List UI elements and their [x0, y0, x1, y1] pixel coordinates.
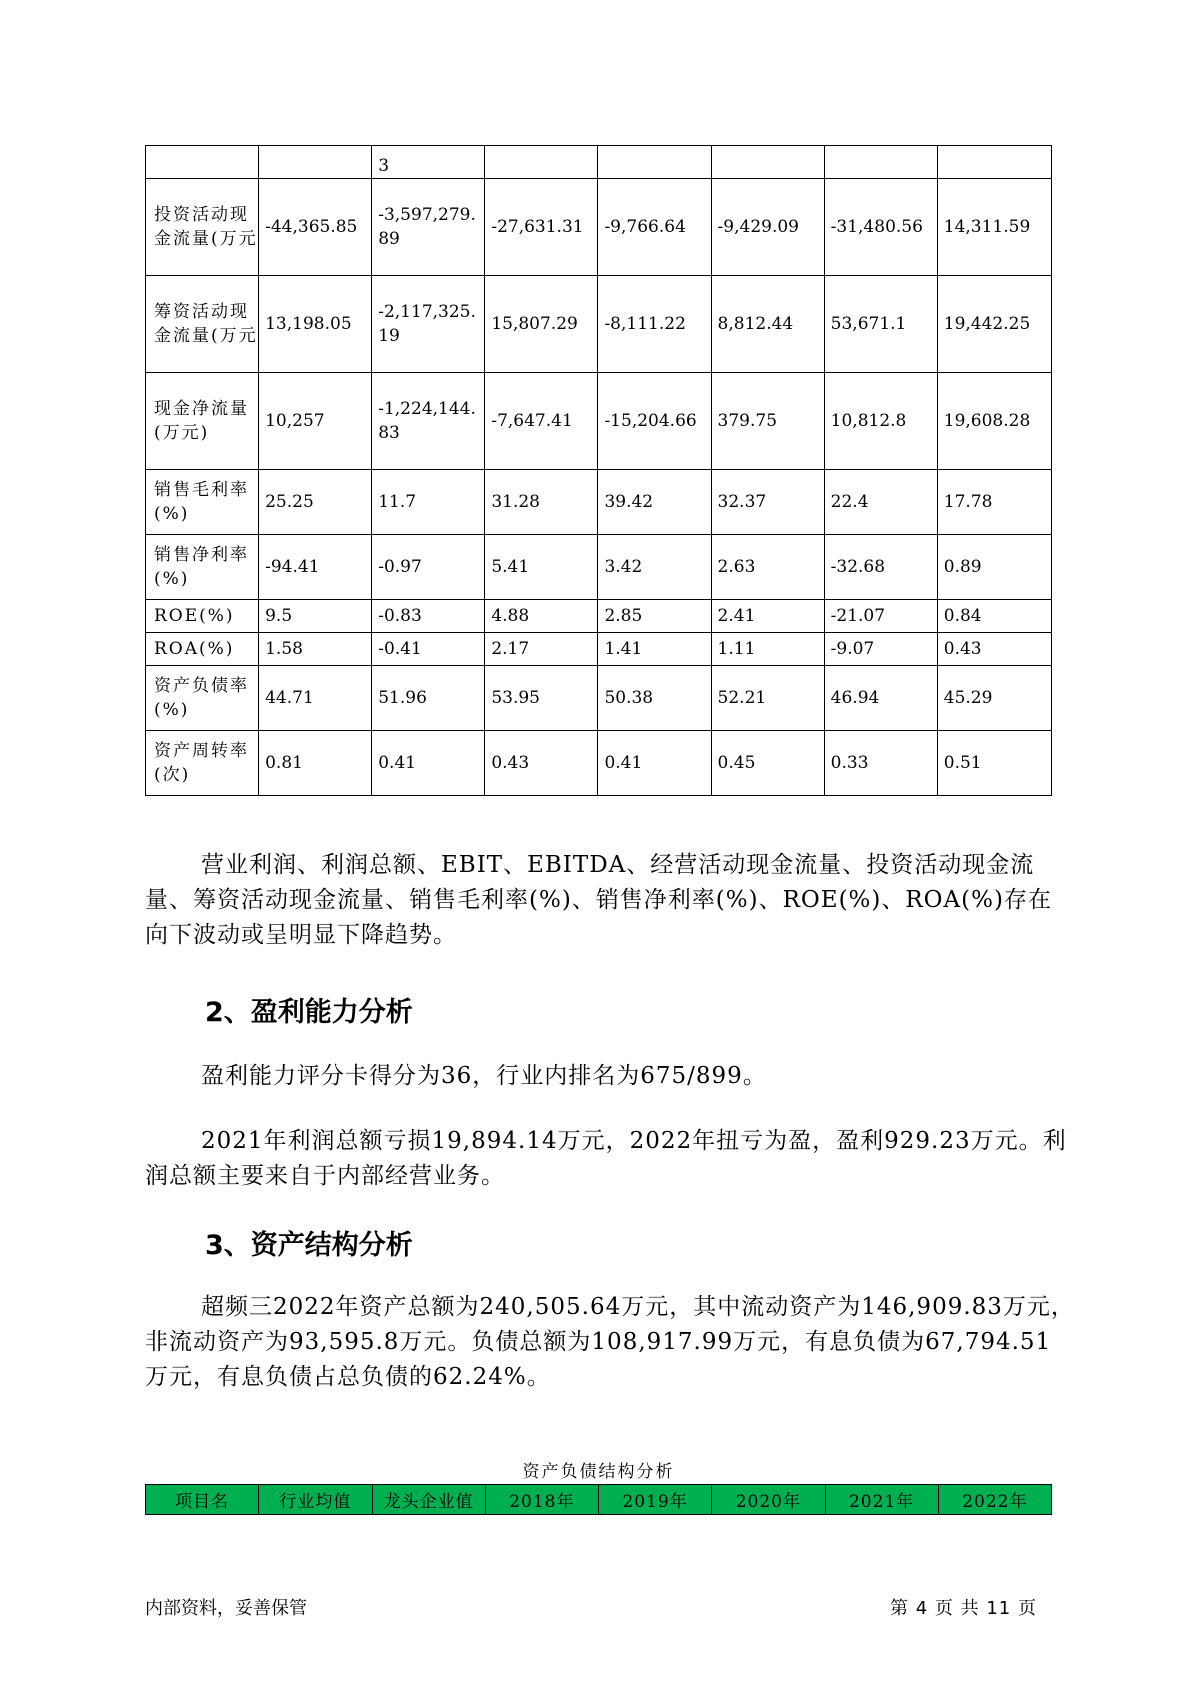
table-cell: 1.41 [598, 633, 711, 666]
table-cell: -9.07 [824, 633, 937, 666]
row-label [146, 146, 259, 179]
table-cell: 8,812.44 [711, 276, 824, 373]
table-cell: 53.95 [485, 666, 598, 731]
table-cell: 0.41 [372, 731, 485, 796]
table-cell: 53,671.1 [824, 276, 937, 373]
table-cell: 0.51 [937, 731, 1051, 796]
table-cell: -1,224,144.83 [372, 373, 485, 470]
table-cell: -27,631.31 [485, 179, 598, 276]
table-cell: 0.41 [598, 731, 711, 796]
table-cell: 45.29 [937, 666, 1051, 731]
table-cell: 39.42 [598, 470, 711, 535]
table-cell: 19,608.28 [937, 373, 1051, 470]
table-cell: 3.42 [598, 535, 711, 600]
balance-header-cell: 2018年 [485, 1485, 598, 1515]
table-row [146, 470, 1052, 535]
table-cell: 2.17 [485, 633, 598, 666]
row-label: 资产周转率(次) [146, 731, 259, 796]
table-cell: 0.89 [937, 535, 1051, 600]
profit-total-paragraph: 2021年利润总额亏损19,894.14万元，2022年扭亏为盈，盈利929.23万元。利润总额主要来自于内部经营业务。 [145, 1128, 1067, 1189]
table-cell: 1.11 [711, 633, 824, 666]
table-cell [485, 146, 598, 179]
table-row [146, 731, 1052, 796]
table-cell: -7,647.41 [485, 373, 598, 470]
table-cell: 0.43 [485, 731, 598, 796]
table-cell: 15,807.29 [485, 276, 598, 373]
table-cell: 25.25 [259, 470, 372, 535]
balance-header-cell: 项目名 [146, 1485, 259, 1515]
table-cell: -32.68 [824, 535, 937, 600]
row-label: 投资活动现金流量(万元 [146, 179, 259, 276]
table-row [146, 600, 1052, 633]
financial-indicators-table [145, 145, 1052, 796]
row-label: 资产负债率(%) [146, 666, 259, 731]
trend-paragraph: 营业利润、利润总额、EBIT、EBITDA、经营活动现金流量、投资活动现金流量、筹资活动现金流量、销售毛利率(%)、销售净利率(%)、ROE(%)、ROA(%)存在向下波动或呈明显下降趋势。 [145, 852, 1052, 948]
table-cell: 3 [372, 146, 485, 179]
table-cell: -31,480.56 [824, 179, 937, 276]
asset-structure-heading: 3、资产结构分析 [205, 1230, 413, 1261]
table-row [146, 179, 1052, 276]
balance-header-cell: 2022年 [938, 1485, 1051, 1515]
table-row [146, 535, 1052, 600]
table-cell: 2.41 [711, 600, 824, 633]
table-row [146, 146, 1052, 179]
row-label: ROE(%) [146, 600, 259, 633]
table-cell: 0.43 [937, 633, 1051, 666]
table-cell: 52.21 [711, 666, 824, 731]
table-cell: 32.37 [711, 470, 824, 535]
table-cell [711, 146, 824, 179]
asset-structure-paragraph: 超频三2022年资产总额为240,505.64万元，其中流动资产为146,909.83万元，非流动资产为93,595.8万元。负债总额为108,917.99万元，有息负债为67,794.51万元，有息负债占总负债的62.24%。 [145, 1294, 1075, 1390]
footer-page-number: 第 4 页 共 11 页 [890, 1598, 1037, 1619]
table-cell: 1.58 [259, 633, 372, 666]
balance-header-cell: 龙头企业值 [372, 1485, 485, 1515]
table-cell: -15,204.66 [598, 373, 711, 470]
balance-table-caption: 资产负债结构分析 [522, 1462, 675, 1482]
balance-table-header-row [146, 1485, 1052, 1515]
table-cell: 2.85 [598, 600, 711, 633]
table-cell: -9,766.64 [598, 179, 711, 276]
balance-header-cell: 2021年 [825, 1485, 938, 1515]
balance-header-cell: 行业均值 [259, 1485, 372, 1515]
table-cell: -2,117,325.19 [372, 276, 485, 373]
table-cell [598, 146, 711, 179]
table-cell: 2.63 [711, 535, 824, 600]
footer-confidential: 内部资料，妥善保管 [145, 1598, 307, 1619]
balance-structure-table [145, 1484, 1052, 1515]
table-cell: 51.96 [372, 666, 485, 731]
table-cell: 0.81 [259, 731, 372, 796]
table-cell [259, 146, 372, 179]
table-cell: 0.45 [711, 731, 824, 796]
table-cell: -0.97 [372, 535, 485, 600]
table-row [146, 666, 1052, 731]
table-cell: 44.71 [259, 666, 372, 731]
table-cell: 46.94 [824, 666, 937, 731]
row-label: ROA(%) [146, 633, 259, 666]
table-cell: 14,311.59 [937, 179, 1051, 276]
table-cell: 9.5 [259, 600, 372, 633]
table-row [146, 276, 1052, 373]
table-cell [824, 146, 937, 179]
row-label: 现金净流量(万元) [146, 373, 259, 470]
table-cell: -0.83 [372, 600, 485, 633]
table-cell: 11.7 [372, 470, 485, 535]
profitability-heading: 2、盈利能力分析 [205, 997, 413, 1028]
table-cell: 0.84 [937, 600, 1051, 633]
table-cell: 379.75 [711, 373, 824, 470]
table-cell: -21.07 [824, 600, 937, 633]
balance-header-cell: 2019年 [599, 1485, 712, 1515]
table-cell: 50.38 [598, 666, 711, 731]
row-label: 筹资活动现金流量(万元 [146, 276, 259, 373]
table-cell: 10,257 [259, 373, 372, 470]
table-cell: -9,429.09 [711, 179, 824, 276]
table-cell: 5.41 [485, 535, 598, 600]
table-cell: -44,365.85 [259, 179, 372, 276]
row-label: 销售净利率(%) [146, 535, 259, 600]
table-cell: 4.88 [485, 600, 598, 633]
table-cell: 17.78 [937, 470, 1051, 535]
table-row [146, 373, 1052, 470]
row-label: 销售毛利率(%) [146, 470, 259, 535]
table-cell: -8,111.22 [598, 276, 711, 373]
table-cell: 0.33 [824, 731, 937, 796]
balance-header-cell: 2020年 [712, 1485, 825, 1515]
profit-score-paragraph: 盈利能力评分卡得分为36，行业内排名为675/899。 [201, 1063, 767, 1089]
table-cell: -3,597,279.89 [372, 179, 485, 276]
table-cell: -0.41 [372, 633, 485, 666]
table-cell: 10,812.8 [824, 373, 937, 470]
table-cell: 19,442.25 [937, 276, 1051, 373]
table-cell: 13,198.05 [259, 276, 372, 373]
table-cell: 22.4 [824, 470, 937, 535]
table-cell: -94.41 [259, 535, 372, 600]
table-row [146, 633, 1052, 666]
table-cell [937, 146, 1051, 179]
table-cell: 31.28 [485, 470, 598, 535]
